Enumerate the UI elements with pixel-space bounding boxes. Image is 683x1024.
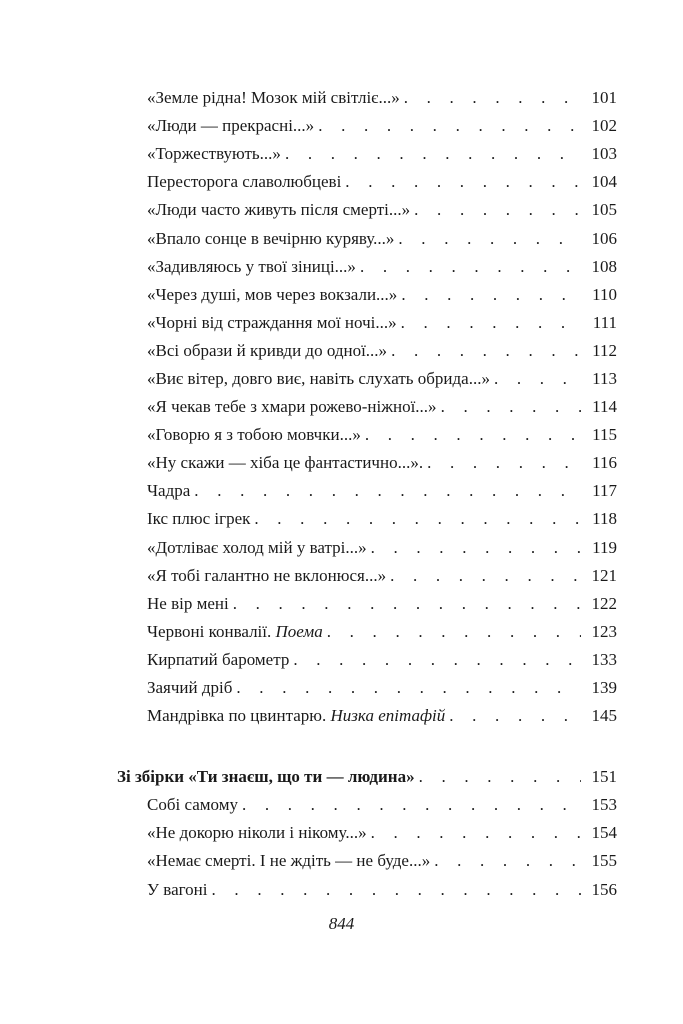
- section-gap: [0, 730, 683, 763]
- toc-entry-title-text: «Люди — прекрасні...»: [147, 116, 315, 136]
- toc-entry-title: [147, 284, 401, 306]
- toc-entry-title: [147, 312, 401, 334]
- toc-entry-subtitle: Низка епітафій: [330, 706, 446, 726]
- dot-leader: [494, 368, 581, 390]
- toc-entry: [0, 477, 683, 505]
- toc-entry-title: [147, 143, 285, 165]
- toc-entry-title-text: Ікс плюс ігрек: [147, 509, 251, 529]
- toc-entry-title: [147, 537, 371, 559]
- toc-entry-title: [147, 677, 236, 699]
- dot-leader: [345, 171, 581, 193]
- dot-leader: [434, 850, 581, 872]
- toc-page-number: 117: [592, 481, 617, 501]
- dot-leader: [401, 312, 581, 334]
- toc-page-number: 101: [591, 88, 617, 108]
- toc-entry-title-text: Кирпатий барометр: [147, 649, 290, 669]
- dot-leader: [365, 424, 581, 446]
- toc-page-number: 112: [592, 340, 617, 360]
- dot-leader: [371, 537, 581, 559]
- dot-leader: [391, 340, 581, 362]
- toc-entry: [0, 618, 683, 646]
- dot-leader: [390, 565, 581, 587]
- toc-page-number: 121: [591, 565, 617, 585]
- toc-entry-title-text: «Виє вітер, довго виє, навіть слухать обрида...»: [147, 368, 490, 388]
- toc-entry-title-text: «Говорю я з тобою мовчки...»: [147, 425, 361, 445]
- toc-entry: [0, 646, 683, 674]
- toc-group-1: [0, 84, 683, 730]
- dot-leader: [233, 593, 581, 615]
- toc-entry-title-text: «Я тобі галантно не вклонюся...»: [147, 565, 387, 585]
- dot-leader: [414, 199, 581, 221]
- dot-leader: [285, 143, 581, 165]
- toc-entry: [0, 140, 683, 168]
- toc-entry-title-text: Не вір мені: [147, 593, 229, 613]
- toc-section-heading: [0, 763, 683, 791]
- toc-page-number: 145: [591, 706, 617, 726]
- dot-leader: [293, 649, 581, 671]
- toc-page-number: 103: [591, 144, 617, 164]
- toc-entry-title: [147, 593, 233, 615]
- toc-page-number: 155: [591, 851, 617, 871]
- section-title: Зі збірки «Ти знаєш, що ти — людина»: [117, 767, 415, 787]
- toc-entry-title-text: «Ну скажи — хіба це фантастично...».: [147, 453, 424, 473]
- toc-entry: [0, 702, 683, 730]
- toc-entry-title: [147, 396, 441, 418]
- toc-entry-title-text: «Люди часто живуть після смерті...»: [147, 200, 411, 220]
- toc-entry: [0, 562, 683, 590]
- toc-entry-title: [147, 340, 391, 362]
- toc-entry-title: [147, 508, 254, 530]
- toc-entry-title-text: «Немає смерті. І не ждіть — не буде...»: [147, 851, 431, 871]
- toc-entry-title: [147, 822, 371, 844]
- toc-entry-title: [147, 199, 414, 221]
- dot-leader: [236, 677, 581, 699]
- toc-entry-title: [147, 565, 390, 587]
- toc-entry: [0, 168, 683, 196]
- dot-leader: [360, 256, 581, 278]
- toc-page-number: 133: [591, 649, 617, 669]
- toc-entry-title: [147, 452, 427, 474]
- toc-entry-title: [147, 368, 494, 390]
- dot-leader: [371, 822, 581, 844]
- dot-leader: [194, 480, 581, 502]
- toc-page-number: 111: [592, 312, 617, 332]
- toc-page-number: 116: [592, 453, 617, 473]
- toc-entry-title-text: «Впало сонце в вечірню куряву...»: [147, 228, 395, 248]
- dot-leader: [398, 228, 581, 250]
- toc-entry: [0, 224, 683, 252]
- dot-leader: [419, 766, 581, 788]
- dot-leader: [254, 508, 581, 530]
- toc-page-number: 154: [591, 823, 617, 843]
- toc-entry: [0, 281, 683, 309]
- toc-entry-title-text: «Не докорю ніколи і нікому...»: [147, 823, 367, 843]
- toc-entry: [0, 791, 683, 819]
- toc-entry-title: [147, 171, 345, 193]
- toc-entry: [0, 534, 683, 562]
- toc-page-number: 108: [591, 256, 617, 276]
- toc-page-number: 156: [591, 879, 617, 899]
- table-of-contents: [0, 84, 683, 904]
- toc-group-2: [0, 791, 683, 903]
- dot-leader: [404, 87, 581, 109]
- toc-entry-title-text: «Всі образи й кривди до одної...»: [147, 340, 388, 360]
- toc-page-number: 105: [591, 200, 617, 220]
- toc-page-number: 119: [592, 537, 617, 557]
- toc-entry-title-text: Мандрівка по цвинтарю.: [147, 706, 327, 726]
- toc-entry-title-text: «Чорні від страждання мої ночі...»: [147, 312, 397, 332]
- toc-entry-title-text: «Земле рідна! Мозок мій світліє...»: [147, 88, 400, 108]
- section-page-number: 151: [591, 767, 617, 787]
- toc-entry-title: [147, 649, 293, 671]
- dot-leader: [318, 115, 581, 137]
- toc-entry: [0, 590, 683, 618]
- toc-entry: [0, 674, 683, 702]
- toc-entry-title-text: Заячий дріб: [147, 678, 233, 698]
- toc-page-number: 115: [592, 425, 617, 445]
- toc-page-number: 104: [591, 172, 617, 192]
- toc-entry-title-text: Чадра: [147, 481, 191, 501]
- toc-entry: [0, 393, 683, 421]
- page-folio: 844: [328, 914, 355, 933]
- toc-entry: [0, 505, 683, 533]
- toc-entry-title-text: «Задивляюсь у твої зіниці...»: [147, 256, 356, 276]
- dot-leader: [242, 794, 581, 816]
- toc-entry: [0, 309, 683, 337]
- toc-entry-title: [147, 621, 327, 643]
- toc-entry: [0, 421, 683, 449]
- toc-entry: [0, 253, 683, 281]
- toc-entry-title: [147, 87, 404, 109]
- toc-entry-title: [147, 115, 318, 137]
- dot-leader: [427, 452, 581, 474]
- dot-leader: [441, 396, 581, 418]
- toc-page-number: 118: [592, 509, 617, 529]
- toc-page-number: 139: [591, 678, 617, 698]
- toc-page-number: 106: [591, 228, 617, 248]
- toc-entry-title-text: Собі самому: [147, 795, 238, 815]
- toc-entry-title: [147, 879, 212, 901]
- toc-entry-title: [147, 850, 434, 872]
- toc-page-number: 153: [591, 795, 617, 815]
- toc-entry-subtitle: Поема: [275, 621, 323, 641]
- toc-entry-title-text: Пересторога славолюбцеві: [147, 172, 342, 192]
- toc-entry-title: [147, 705, 449, 727]
- toc-entry-title: [147, 794, 242, 816]
- toc-entry-title-text: «Дотліває холод мій у ватрі...»: [147, 537, 367, 557]
- dot-leader: [401, 284, 581, 306]
- toc-entry: [0, 337, 683, 365]
- toc-entry-title-text: Червоні конвалії.: [147, 621, 272, 641]
- toc-entry-title: [147, 424, 365, 446]
- toc-entry: [0, 112, 683, 140]
- toc-entry-title-text: У вагоні: [147, 879, 208, 899]
- dot-leader: [327, 621, 581, 643]
- toc-entry: [0, 84, 683, 112]
- toc-page-number: 113: [592, 368, 617, 388]
- toc-entry-title-text: «Через душі, мов через вокзали...»: [147, 284, 398, 304]
- toc-entry: [0, 365, 683, 393]
- toc-entry: [0, 449, 683, 477]
- toc-entry-title-text: «Я чекав тебе з хмари рожево-ніжної...»: [147, 397, 437, 417]
- toc-page-number: 102: [591, 116, 617, 136]
- toc-page-number: 114: [592, 397, 617, 417]
- dot-leader: [449, 705, 581, 727]
- toc-entry: [0, 819, 683, 847]
- toc-page-number: 123: [591, 621, 617, 641]
- toc-entry: [0, 196, 683, 224]
- toc-entry-title: [147, 228, 398, 250]
- toc-entry-title: [147, 480, 194, 502]
- toc-page-number: 110: [592, 284, 617, 304]
- toc-entry: [0, 876, 683, 904]
- toc-entry-title-text: «Торжествують...»: [147, 144, 281, 164]
- toc-entry: [0, 847, 683, 875]
- dot-leader: [212, 879, 581, 901]
- toc-page-number: 122: [591, 593, 617, 613]
- toc-entry-title: [147, 256, 360, 278]
